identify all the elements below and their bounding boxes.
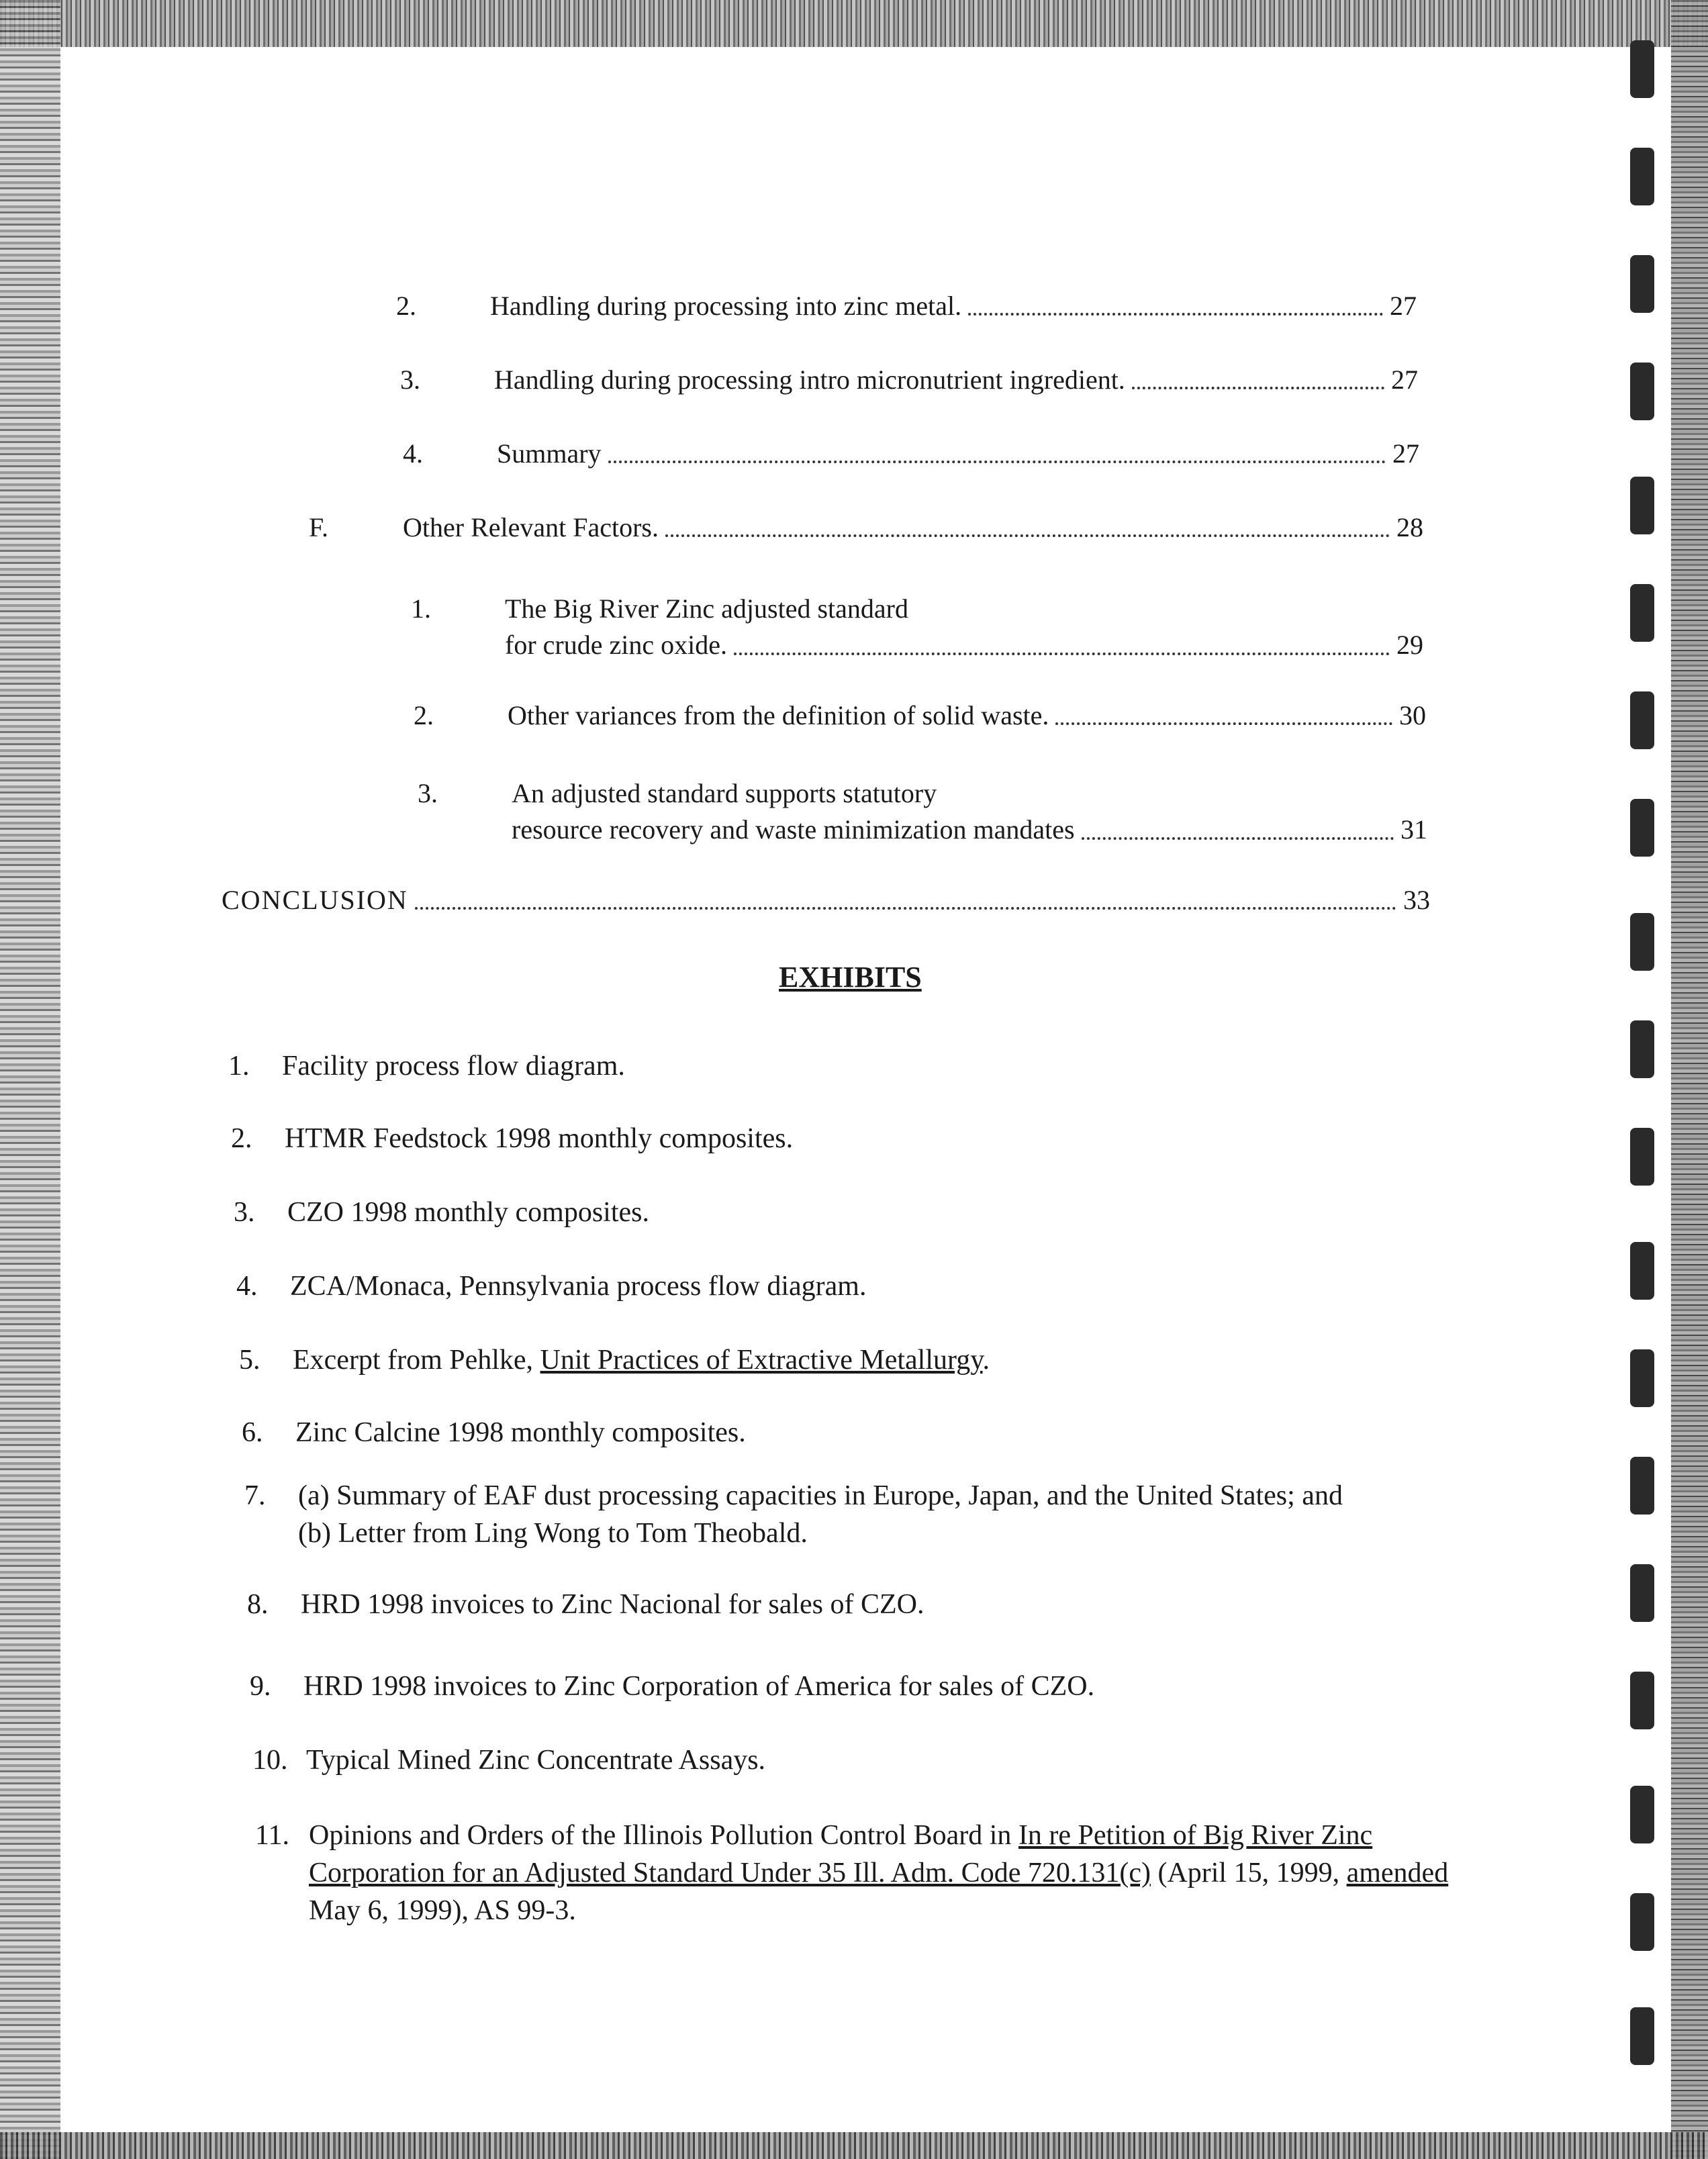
exhibit-item [250,1668,1525,1705]
exhibit-number: 7. [244,1480,266,1511]
binding-hole [1630,477,1654,534]
toc-page-number: 33 [1403,885,1430,915]
toc-title: Summary [497,438,602,469]
toc-title-line: An adjusted standard supports statutory [512,778,937,808]
toc-entry [414,698,1426,733]
scan-edge-left [0,0,60,2159]
exhibit-item [247,1586,1523,1623]
toc-leader [1082,837,1394,840]
toc-title-line: resource recovery and waste minimization mandates [512,814,1075,845]
exhibit-number: 6. [242,1417,263,1448]
toc-page-number: 27 [1390,291,1417,321]
scan-edge-bottom [0,2132,1708,2159]
scan-edge-top [0,0,1708,47]
exhibit-text: ZCA/Monaca, Pennsylvania process flow diagram. [290,1271,867,1302]
exhibit-text: HRD 1998 invoices to Zinc Nacional for sales of CZO. [301,1589,924,1620]
binding-hole [1630,1786,1654,1843]
exhibit-item [236,1267,1512,1305]
exhibit-text: CZO 1998 monthly composites. [287,1197,649,1228]
exhibit-text: Opinions and Orders of the Illinois Pollution Control Board in In re Petition of Big River Zinc Corporation for an Adjusted Standard Under 35 Ill. Adm. Code 720.131(c) (April 15, 1999, amended May 6, 1999), AS 99-3. [309,1820,1449,1926]
toc-title: CONCLUSION [222,885,408,915]
toc-letter: F. [309,512,329,542]
exhibit-number: 2. [231,1123,252,1154]
toc-leader [665,534,1390,537]
exhibit-number: 4. [236,1271,258,1302]
exhibit-number: 10. [252,1745,288,1776]
exhibit-item [252,1741,1528,1779]
exhibit-item [239,1341,1515,1379]
binding-hole [1630,1672,1654,1729]
exhibit-number: 5. [239,1345,260,1376]
toc-entry [411,591,1423,663]
toc-entry [309,510,1423,545]
toc-page-number: 27 [1391,365,1418,395]
toc-entry [418,775,1427,848]
toc-title-line: The Big River Zinc adjusted standard [505,593,908,624]
toc-number: 1. [411,593,431,624]
exhibit-text [298,1477,1520,1552]
toc-leader [415,907,1396,910]
toc-page-number: 27 [1392,438,1419,469]
toc-entry [400,363,1418,397]
toc-title: Other Relevant Factors. [403,512,659,542]
binding-hole [1630,1128,1654,1186]
case-citation: In re Petition of Big River Zinc Corporation for an Adjusted Standard Under 35 Ill. Adm. Code 720.131(c) [309,1820,1373,1888]
exhibit-number: 11. [255,1820,289,1851]
binding-hole [1630,40,1654,98]
binding-hole [1630,148,1654,205]
toc-page-number: 29 [1396,630,1423,660]
toc-number: 2. [414,700,434,730]
exhibit-line: (a) Summary of EAF dust processing capacities in Europe, Japan, and the United States; and [298,1480,1343,1511]
toc-leader [968,313,1383,316]
binding-hole [1630,799,1654,857]
binding-hole [1630,255,1654,313]
binding-hole [1630,1457,1654,1515]
toc-title: Handling during processing into zinc metal. [490,291,962,321]
exhibit-item [234,1194,1509,1231]
toc-number: 4. [403,438,423,469]
binding-hole [1630,1242,1654,1300]
scan-edge-right [1671,0,1708,2159]
toc-title: Other variances from the definition of solid waste. [508,700,1049,730]
toc-page-number: 30 [1399,700,1426,730]
toc-number: 2. [396,291,416,321]
toc-leader [608,461,1386,463]
toc-page-number: 28 [1396,512,1423,542]
binding-hole [1630,2007,1654,2065]
toc-leader [1055,722,1392,725]
toc-number: 3. [418,778,438,808]
binding-hole [1630,584,1654,642]
toc-leader [734,653,1390,655]
exhibit-text: Excerpt from Pehlke, Unit Practices of Extractive Metallurgy. [293,1345,990,1376]
exhibit-item [242,1414,1517,1451]
binding-hole [1630,1564,1654,1622]
exhibit-text: Zinc Calcine 1998 monthly composites. [295,1417,746,1448]
exhibit-text: Facility process flow diagram. [282,1051,625,1082]
exhibit-number: 8. [247,1589,269,1620]
exhibit-item [255,1817,1504,1929]
exhibit-text: HRD 1998 invoices to Zinc Corporation of America for sales of CZO. [303,1671,1095,1702]
exhibit-item [231,1120,1507,1157]
exhibit-item [228,1047,1504,1085]
exhibit-text: HTMR Feedstock 1998 monthly composites. [285,1123,794,1154]
amended-label: amended [1346,1858,1449,1888]
exhibit-number: 9. [250,1671,271,1702]
exhibit-item [244,1477,1520,1552]
exhibit-number: 3. [234,1197,255,1228]
toc-title-line: for crude zinc oxide. [505,630,727,660]
exhibit-text: Typical Mined Zinc Concentrate Assays. [306,1745,766,1776]
binding-hole [1630,1020,1654,1078]
exhibit-line: (b) Letter from Ling Wong to Tom Theobald. [298,1518,808,1549]
binding-hole [1630,691,1654,749]
toc-leader [1132,387,1384,389]
toc-entry [396,289,1417,324]
toc-title: Handling during processing intro micronutrient ingredient. [494,365,1125,395]
binding-hole [1630,363,1654,420]
toc-page-number: 31 [1401,814,1427,845]
toc-entry [403,436,1419,471]
toc-entry [222,883,1430,918]
binding-hole [1630,913,1654,971]
toc-number: 3. [400,365,420,395]
book-title: Unit Practices of Extractive Metallurgy [540,1345,983,1376]
exhibit-number: 1. [228,1051,250,1082]
binding-hole [1630,1349,1654,1407]
binding-hole [1630,1893,1654,1951]
exhibits-heading: EXHIBITS [779,961,922,994]
